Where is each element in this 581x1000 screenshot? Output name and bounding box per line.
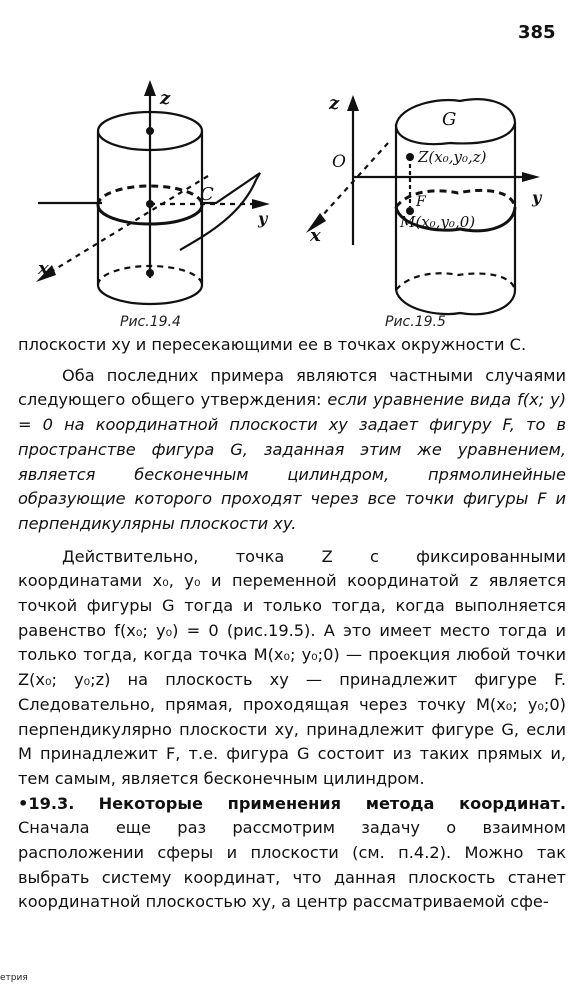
point-label-m: M(x₀,y₀,0) [400,213,476,231]
figure-19-5 [300,85,570,330]
paragraph-text: Оба последних примера являются частными случаями следующего общего утверждения: [18,365,566,410]
paragraph-text: Сначала еще раз рассмотрим задачу о взаимном расположении сферы и плоскости (см. п.4.2). Можно так выбрать систему координат, что данная плоскость станет координатной плоскостью xy, а центр рассматриваемой сфе- [18,818,566,912]
circle-label-c: C [200,184,214,205]
page-number: 385 [518,22,556,43]
axis-label-x: x [310,225,321,246]
figure-19-5-caption: Рис.19.5 [385,314,446,330]
text-block [18,333,566,915]
theorem-statement: если уравнение вида f(x; y) = 0 на координатной плоскости xy задает фигуру F, то в пространстве фигура G, заданная этим же уравнением, является бесконечным цилиндром, прямолинейные образующие которого проходят через все точки фигуры F и перпендикулярны плоскости xy. [18,390,567,533]
section-paragraph [18,792,566,916]
axis-label-y: y [532,188,542,207]
axis-label-z: z [329,93,340,114]
figure-19-4 [30,78,290,333]
figure-label-g: G [442,109,457,130]
paragraph [18,364,566,537]
section-title: Некоторые применения метода координат. [98,793,566,813]
section-number: •19.3. [18,793,75,813]
point-label-z: Z(x₀,y₀,z) [418,148,487,166]
axis-label-x: x [38,258,49,279]
footer-label: етрия [0,973,28,983]
paragraph: плоскости xy и пересекающими ее в точках окружности C. [18,335,527,354]
axis-label-z: z [160,88,171,109]
axis-label-y: y [258,209,268,228]
figure-label-f: F [416,194,426,210]
origin-label-o: O [332,152,346,172]
paragraph: Действительно, точка Z с фиксированными координатами x₀, y₀ и переменной координатой z является точкой фигуры G тогда и только тогда, когда выполняется равенство f(x₀; y₀) = 0 (рис.19.5). А это имеет место тогда и только тогда, когда точка M(x₀; y₀;0) — проекция любой точки Z(x₀; y₀;z) на плоскость xy — принадлежит фигуре F. Следовательно, прямая, проходящая через точку M(x₀; y₀;0) перпендикулярно плоскости xy, принадлежит фигуре G, если M принадлежит F, т.е. фигура G состоит из таких прямых и, тем самым, является бесконечным цилиндром. [18,546,566,788]
figure-19-4-caption: Рис.19.4 [120,314,181,330]
